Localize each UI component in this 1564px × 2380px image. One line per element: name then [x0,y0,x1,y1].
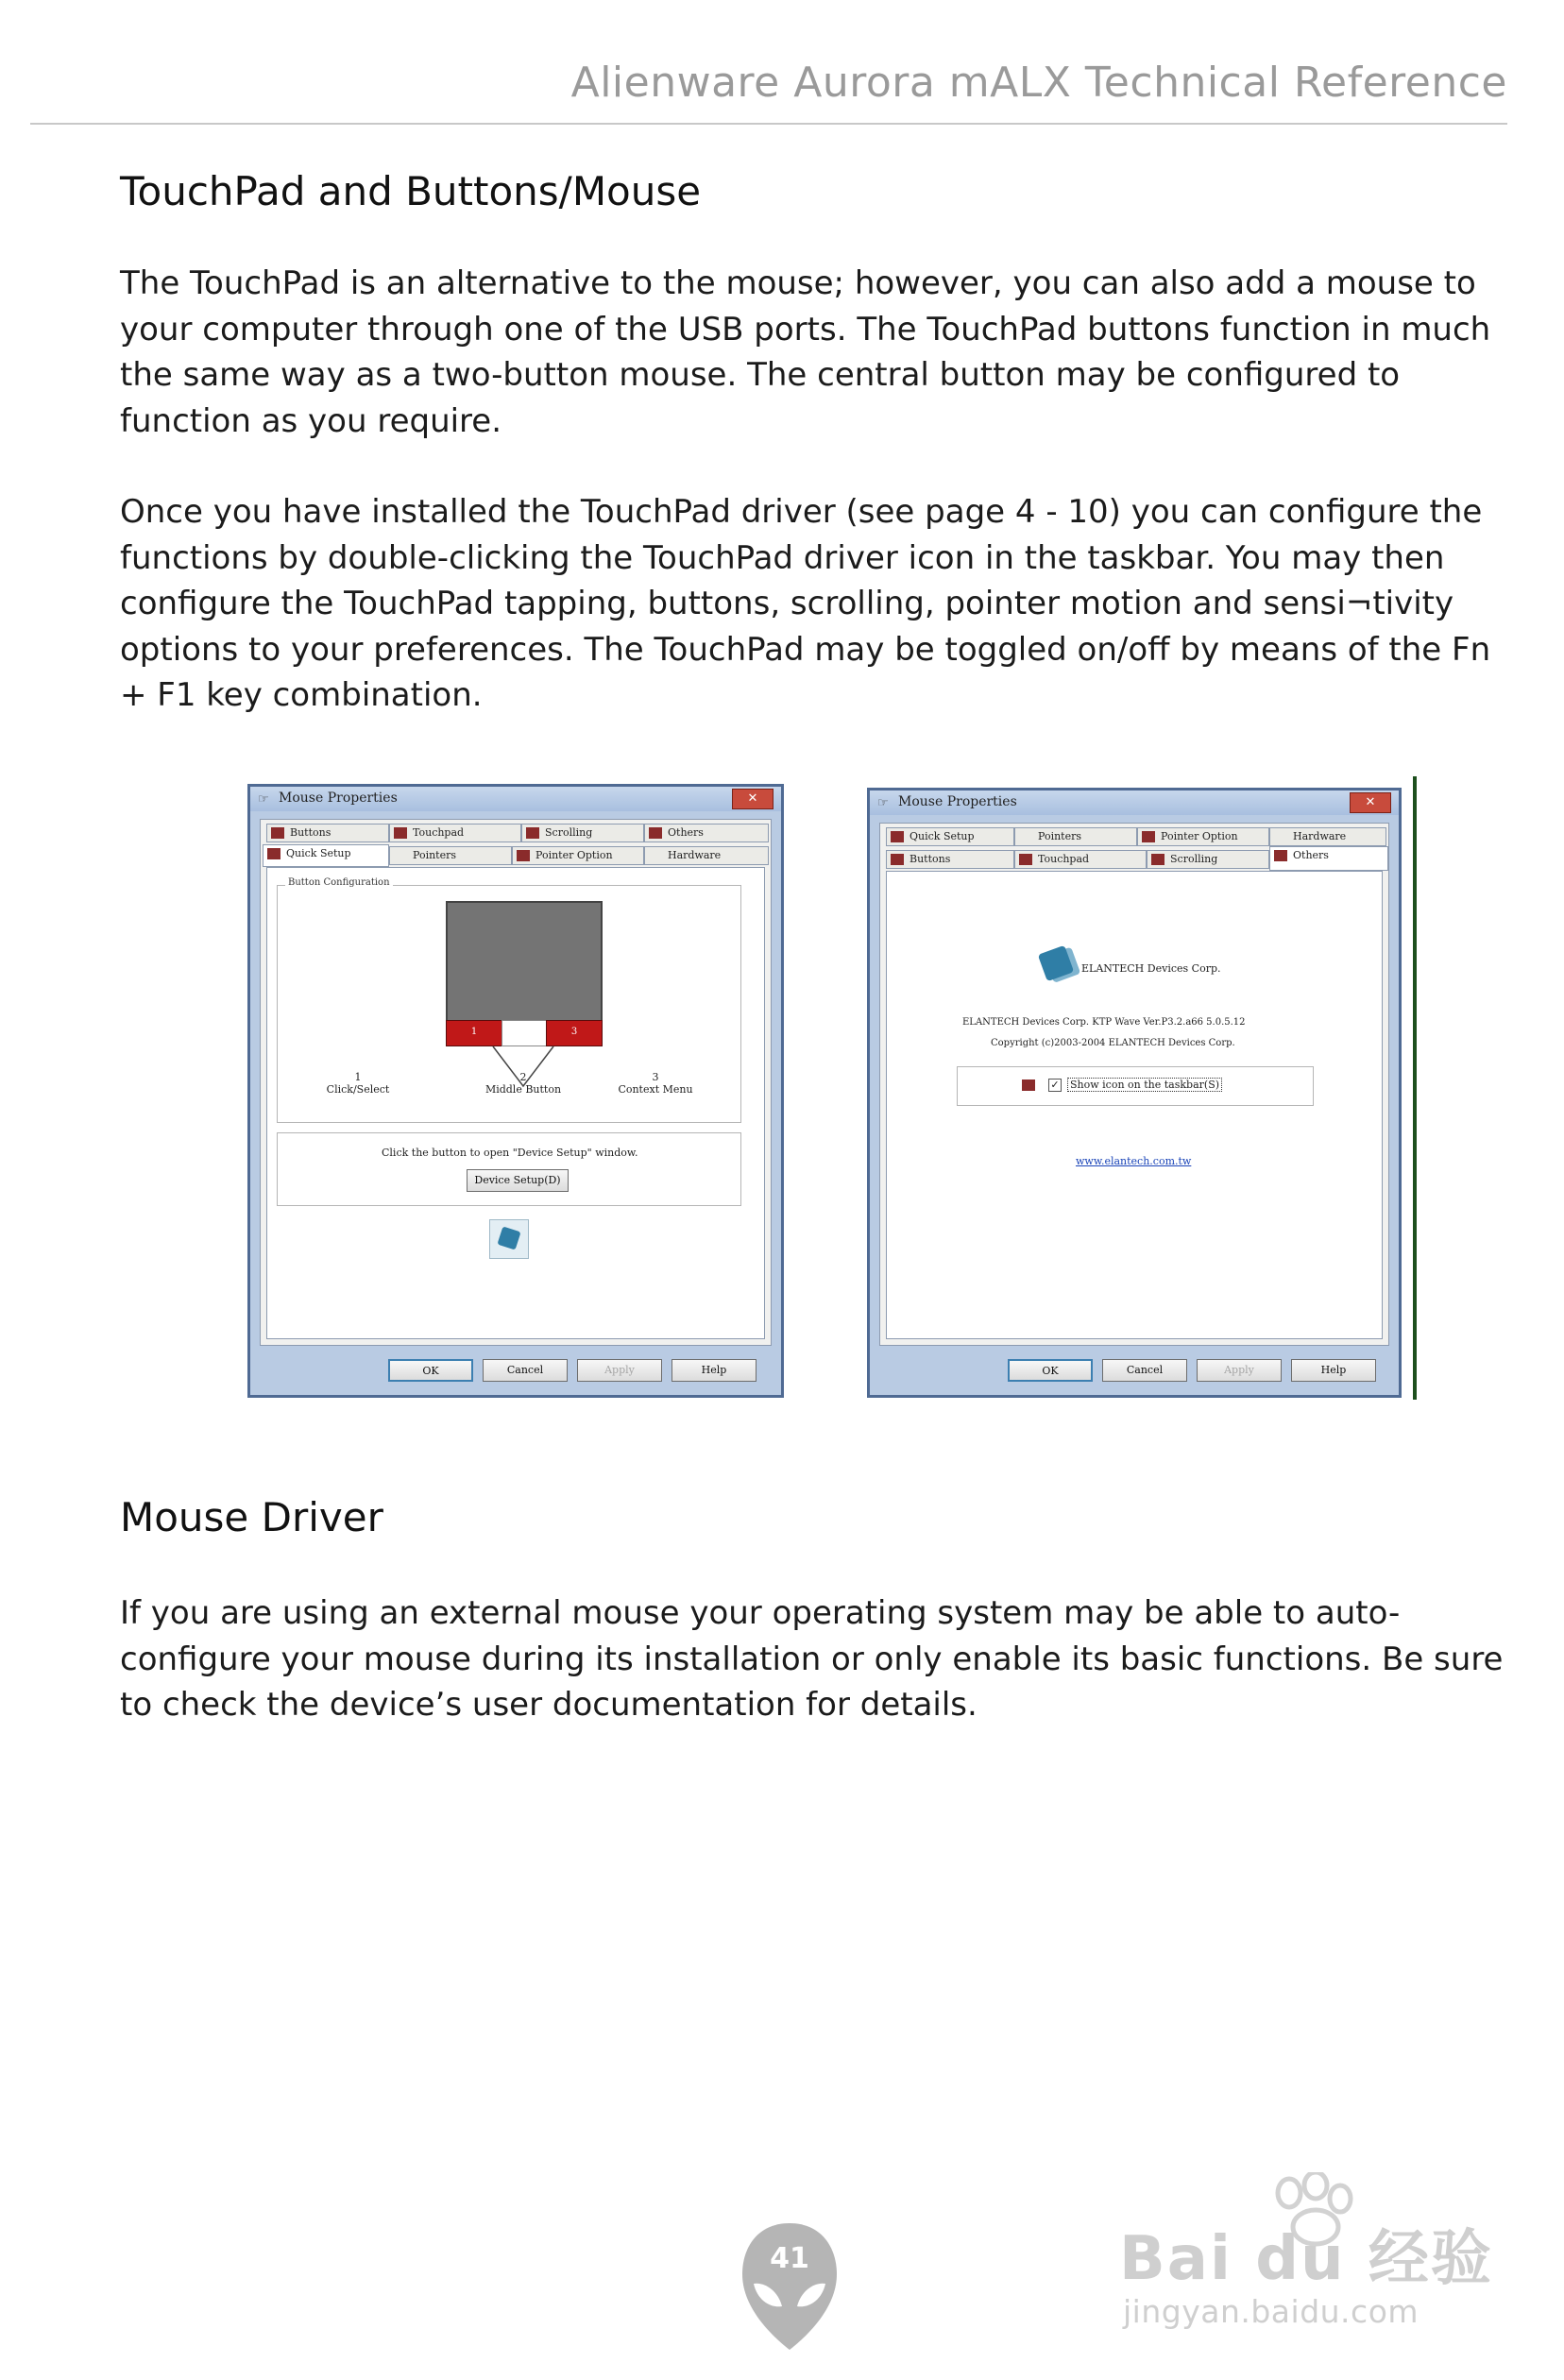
tab-icon [1019,854,1032,865]
button-configuration-group [277,877,741,1123]
touchpad-surface [446,901,603,1022]
apply-button[interactable]: Apply [1197,1359,1282,1382]
ok-button[interactable]: OK [1008,1359,1093,1382]
tab-icon [526,827,539,839]
touchpad-middle-button[interactable] [502,1020,547,1046]
quick-setup-panel [266,867,765,1339]
title-bar [870,790,1399,815]
section-heading-touchpad: TouchPad and Buttons/Mouse [120,168,702,214]
pad-label-click-select: 1 Click/Select [326,1071,390,1096]
header-title: Alienware Aurora mALX Technical Reference [570,59,1507,107]
mouse-properties-dialog-left [247,784,784,1398]
tab-quick-setup[interactable]: Quick Setup [886,827,1014,846]
tab-hardware[interactable]: Hardware [1269,827,1386,846]
tab-pointer-option[interactable]: Pointer Option [1137,827,1269,846]
close-button[interactable]: ✕ [732,789,774,809]
tab-icon [649,827,662,839]
title-bar [250,787,781,811]
baidu-brand: Bai du 经验 [1119,2224,1493,2294]
pad-label-context-menu: 3 Context Menu [618,1071,693,1096]
paragraph-touchpad-driver: Once you have installed the TouchPad driver (see page 4 - 10) you can configure the functions by double-clicking the TouchPad driver icon in the taskbar. You may then configure the TouchPad tapping, buttons, scrolling, pointer motion and sensi¬tivity options to your preferences. The TouchPad may be toggled on/off by means of the Fn + F1 key combination. [120,493,1491,714]
tab-others[interactable]: Others [1269,846,1388,871]
tab-pointers[interactable]: Pointers [389,846,512,865]
device-setup-group [277,1132,741,1206]
screenshot-edge-bar [1413,776,1417,1400]
cancel-button[interactable]: Cancel [483,1359,568,1382]
mouse-properties-dialog-right [867,788,1402,1398]
dialog-client [260,819,772,1346]
paragraph-touchpad-intro: The TouchPad is an alternative to the mouse; however, you can also add a mouse to your computer through one of the USB ports. The TouchPad buttons function in much the same way as a two-button mouse. The central button may be configured to function as you require. [120,264,1491,440]
elantech-website-link[interactable]: www.elantech.com.tw [1076,1155,1192,1167]
company-name: ELANTECH Devices Corp. [1081,962,1221,975]
tab-hardware[interactable]: Hardware [644,846,769,865]
close-button[interactable]: ✕ [1350,792,1391,813]
elantech-logo-icon [1038,947,1076,981]
driver-version: ELANTECH Devices Corp. KTP Wave Ver.P3.2.a66 5.0.5.12 [962,1017,1246,1028]
tab-icon [1274,850,1287,861]
tab-scrolling[interactable]: Scrolling [1147,850,1269,869]
tab-buttons[interactable]: Buttons [266,824,389,842]
apply-button[interactable]: Apply [577,1359,662,1382]
tab-icon [1151,854,1164,865]
header-rule [30,123,1507,125]
device-setup-button[interactable]: Device Setup(D) [467,1169,569,1192]
device-setup-hint: Click the button to open "Device Setup" window. [382,1147,638,1159]
tab-touchpad[interactable]: Touchpad [389,824,521,842]
tab-touchpad[interactable]: Touchpad [1014,850,1147,869]
help-button[interactable]: Help [1291,1359,1376,1382]
pad-label-middle-button: 2 Middle Button [484,1071,562,1096]
others-panel [886,871,1383,1339]
tab-icon [891,831,904,842]
tab-others[interactable]: Others [644,824,769,842]
tab-pointers[interactable]: Pointers [1014,827,1137,846]
tab-scrolling[interactable]: Scrolling [521,824,644,842]
show-icon-label: Show icon on the taskbar(S) [1067,1078,1222,1092]
tab-icon [394,827,407,839]
tab-buttons[interactable]: Buttons [886,850,1014,869]
mouse-icon: ☞ [877,796,889,810]
alien-head-icon [740,2221,839,2352]
tab-icon [891,854,904,865]
tab-pointer-option[interactable]: Pointer Option [512,846,644,865]
dialog-client [879,823,1389,1346]
baidu-watermark [1119,2172,1497,2352]
tab-quick-setup[interactable]: Quick Setup [263,844,389,867]
baidu-url: jingyan.baidu.com [1123,2293,1420,2330]
tab-icon [1142,831,1155,842]
tab-icon [517,850,530,861]
copyright-text: Copyright (c)2003-2004 ELANTECH Devices Corp. [991,1038,1235,1048]
cancel-button[interactable]: Cancel [1102,1359,1187,1382]
dialog-title: Mouse Properties [279,790,398,806]
touchpad-left-button[interactable]: 1 [446,1020,502,1046]
help-button[interactable]: Help [672,1359,756,1382]
page-number: 41 [770,2242,809,2275]
tab-icon [271,827,284,839]
paragraph-mouse-driver: If you are using an external mouse your operating system may be able to auto-configure your mouse during its installation or only enable its basic functions. Be sure to check the device’s user documentation for details. [120,1594,1504,1724]
tab-icon [267,848,280,859]
taskbar-icon-group [957,1066,1314,1106]
dialog-title: Mouse Properties [898,794,1017,809]
elantech-logo-icon [489,1219,529,1259]
section-heading-mouse-driver: Mouse Driver [120,1494,383,1540]
show-icon-checkbox[interactable]: ✓ [1048,1079,1062,1092]
ok-button[interactable]: OK [388,1359,473,1382]
group-label: Button Configuration [285,877,393,888]
mouse-icon: ☞ [258,792,269,807]
touchpad-right-button[interactable]: 3 [546,1020,603,1046]
tray-icon [1018,1077,1037,1094]
